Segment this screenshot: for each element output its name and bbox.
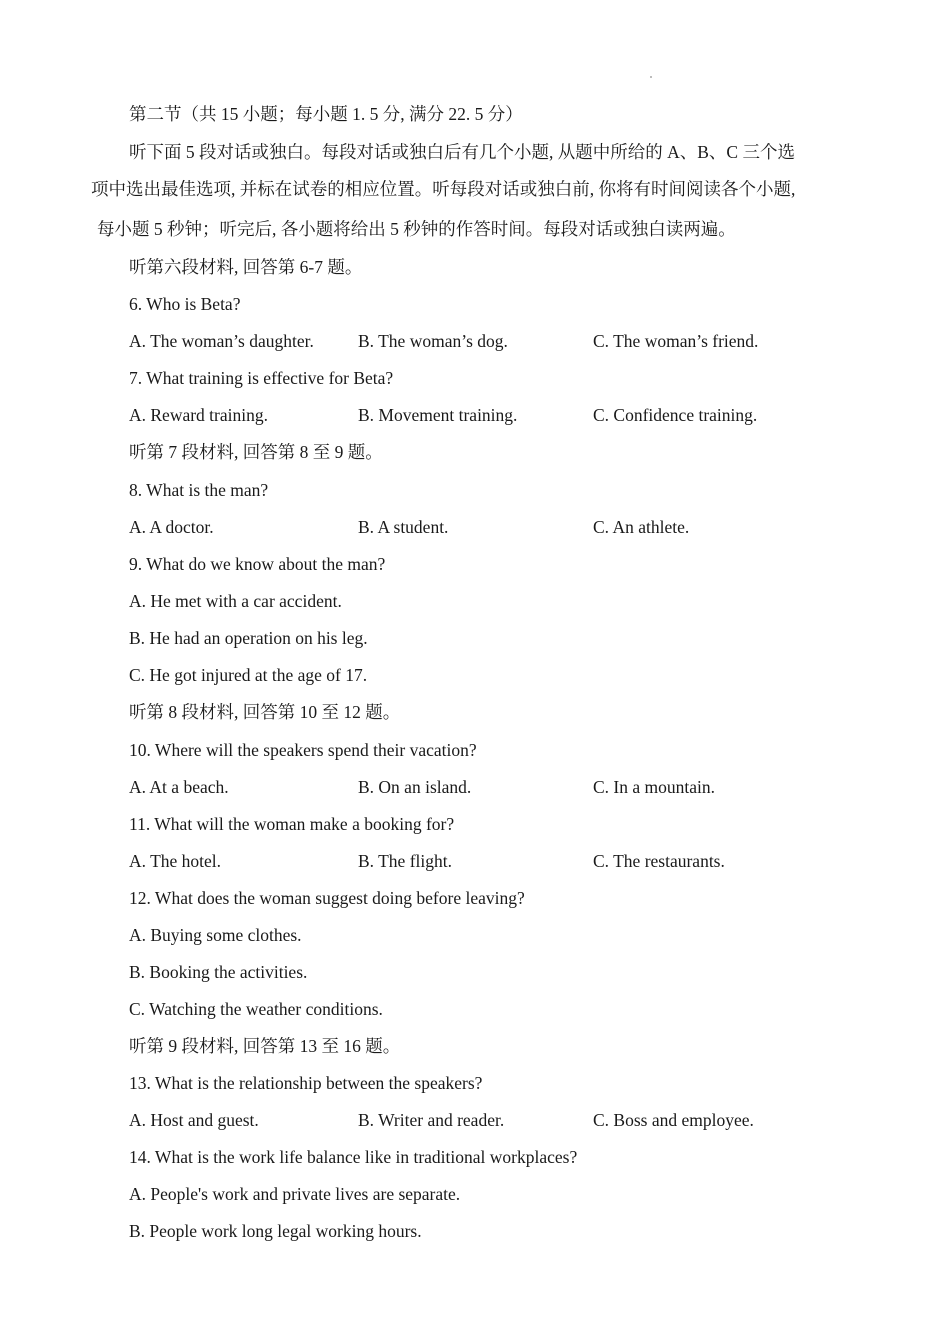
question-stem: 13. What is the relationship between the speakers? [129,1073,483,1093]
question-stem: 11. What will the woman make a booking for? [129,814,455,834]
option-b: B. Booking the activities. [129,962,308,982]
question-stem: 14. What is the work life balance like in traditional workplaces? [129,1147,578,1167]
option-c: C. In a mountain. [593,777,715,797]
question-stem: 8. What is the man? [129,480,269,500]
option-c: C. Boss and employee. [593,1110,754,1130]
section-header: 第二节（共 15 小题；每小题 1. 5 分, 满分 22. 5 分） [129,104,523,124]
option-a: A. At a beach. [129,777,229,797]
option-a: A. People's work and private lives are separate. [129,1184,461,1204]
option-b: B. Movement training. [358,405,518,425]
option-c: C. Watching the weather conditions. [129,999,383,1019]
option-a: A. The woman’s daughter. [129,331,314,351]
option-c: C. Confidence training. [593,405,758,425]
option-a: A. A doctor. [129,517,214,537]
question-stem: 7. What training is effective for Beta? [129,368,394,388]
question-stem: 10. Where will the speakers spend their vacation? [129,740,477,760]
section-heading: 听第 7 段材料, 回答第 8 至 9 题。 [129,442,383,462]
option-b: B. The woman’s dog. [358,331,508,351]
option-b: B. The flight. [358,851,452,871]
question-stem: 6. Who is Beta? [129,294,241,314]
option-c: C. The restaurants. [593,851,725,871]
instructions-line-2: 项中选出最佳选项, 并标在试卷的相应位置。听每段对话或独白前, 你将有时间阅读各个小题, [91,179,796,199]
instructions-line-3: 每小题 5 秒钟；听完后, 各小题将给出 5 秒钟的作答时间。每段对话或独白读两遍。 [97,219,736,239]
option-a: A. Reward training. [129,405,268,425]
option-a: A. He met with a car accident. [129,591,342,611]
question-stem: 9. What do we know about the man? [129,554,386,574]
option-b: B. Writer and reader. [358,1110,505,1130]
option-b: B. He had an operation on his leg. [129,628,368,648]
option-b: B. A student. [358,517,449,537]
section-heading: 听第六段材料, 回答第 6-7 题。 [129,257,363,277]
option-c: C. He got injured at the age of 17. [129,665,368,685]
section-heading: 听第 8 段材料, 回答第 10 至 12 题。 [129,702,401,722]
option-a: A. Buying some clothes. [129,925,302,945]
question-stem: 12. What does the woman suggest doing before leaving? [129,888,525,908]
option-b: B. On an island. [358,777,472,797]
option-c: C. The woman’s friend. [593,331,759,351]
option-a: A. Host and guest. [129,1110,259,1130]
section-heading: 听第 9 段材料, 回答第 13 至 16 题。 [129,1036,401,1056]
scan-dot [650,76,652,78]
option-a: A. The hotel. [129,851,222,871]
option-b: B. People work long legal working hours. [129,1221,422,1241]
instructions-line-1: 听下面 5 段对话或独白。每段对话或独白后有几个小题, 从题中所给的 A、B、C 三个选 [129,142,795,162]
option-c: C. An athlete. [593,517,690,537]
